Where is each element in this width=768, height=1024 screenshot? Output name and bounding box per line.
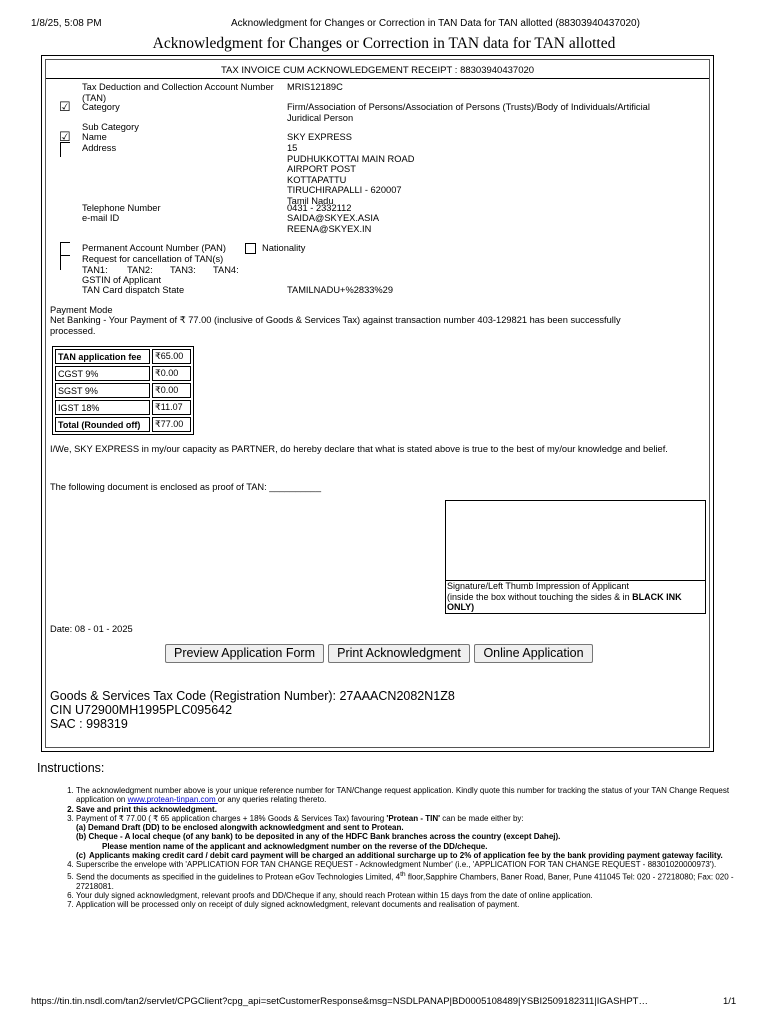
checked-checkbox-icon: ☑	[59, 99, 71, 114]
tan3-label: TAN3:	[170, 265, 196, 275]
tan1-label: TAN1:	[82, 265, 108, 275]
instruction-bold: 'Protean - TIN'	[386, 813, 441, 823]
instruction-text: floor,Sapphire Chambers, Baner Road, Baner, Pune 411045 Tel: 020 - 27218080; Fax: 020 - 27218081.	[76, 872, 734, 891]
online-application-button[interactable]: Online Application	[474, 644, 593, 663]
receipt-header: TAX INVOICE CUM ACKNOWLEDGEMENT RECEIPT : 88303940437020	[46, 63, 709, 79]
fee-label: TAN application fee	[55, 349, 150, 364]
nationality-checkbox-icon	[245, 243, 256, 254]
instruction-item: 6. Your duly signed acknowledgment, relevant proofs and DD/Cheque if any, should reach Protean within 15 days from the date of online application.	[76, 891, 738, 900]
signature-line-2	[447, 592, 705, 603]
sac-code: SAC : 998319	[50, 717, 128, 731]
payment-text-line-2: processed.	[50, 325, 96, 336]
instructions-title: Instructions:	[37, 761, 105, 775]
fee-label: Total (Rounded off)	[55, 417, 150, 432]
signature-line-3: ONLY)	[447, 602, 475, 612]
subcategory-label: Sub Category	[82, 122, 139, 132]
address-line: KOTTAPATTU	[287, 174, 347, 185]
fee-row	[55, 349, 191, 364]
instruction-item	[76, 786, 738, 805]
instruction-text: The acknowledgment number above is your unique reference number for TAN/Change request application. Kindly quote this number for tracking the status of your TAN Change Request application on	[76, 786, 730, 805]
address-value	[287, 143, 414, 206]
fee-row	[55, 400, 191, 415]
instruction-item	[76, 814, 738, 860]
signature-black-ink: BLACK INK	[632, 591, 682, 602]
instruction-item: 4. Superscribe the envelope with 'APPLICATION FOR TAN CHANGE REQUEST - Acknowledgment Number' (i.e., 'APPLICATION FOR TAN CHANGE REQUEST - 88301020000973').	[76, 860, 738, 869]
checkbox-frame-icon	[60, 142, 70, 157]
fee-amount: ₹0.00	[152, 383, 191, 398]
checkbox-frame-icon	[60, 255, 70, 270]
fee-label: CGST 9%	[55, 366, 150, 381]
instruction-sub-c	[76, 851, 738, 860]
address-line: 15	[287, 143, 298, 153]
category-value-line-1: Firm/Association of Persons/Association of Persons (Trusts)/Body of Individuals/Artificial	[287, 102, 650, 112]
email-line: REENA@SKYEX.IN	[287, 223, 372, 234]
tan4-label: TAN4:	[213, 265, 239, 275]
instructions-list	[63, 786, 738, 910]
nationality-label: Nationality	[262, 243, 306, 253]
protean-link[interactable]: www.protean-tinpan.com	[127, 795, 218, 805]
address-line: Tamil Nadu	[287, 195, 334, 206]
print-footer-url: https://tin.tin.nsdl.com/tan2/servlet/CPGClient?cpg_api=setCustomerResponse&msg=NSDLPANAP|BD0005108489|YSBI2509182311|IGASHPT…	[31, 996, 648, 1007]
signature-box	[445, 500, 706, 614]
preview-application-button[interactable]: Preview Application Form	[165, 644, 324, 663]
tan-label	[82, 82, 274, 103]
fee-table	[52, 346, 194, 435]
declaration-text: I/We, SKY EXPRESS in my/our capacity as PARTNER, do hereby declare that what is stated above is true to the best of my/our knowledge and belief.	[50, 444, 668, 454]
print-acknowledgment-button[interactable]: Print Acknowledgment	[328, 644, 470, 663]
dispatch-state-value: TAMILNADU+%2833%29	[287, 285, 394, 295]
checked-checkbox-icon: ☑	[59, 129, 71, 144]
instruction-sup: th	[400, 870, 406, 878]
category-label: Category	[82, 102, 120, 112]
telephone-label: Telephone Number	[82, 203, 161, 213]
tan-value: MRIS12189C	[287, 82, 343, 92]
payment-text	[50, 315, 621, 336]
address-line: TIRUCHIRAPALLI - 620007	[287, 185, 402, 195]
instruction-text: Payment of ₹ 77.00 ( ₹ 65 application charges + 18% Goods & Services Tax) favouring	[76, 813, 387, 823]
category-value-line-2: Juridical Person	[287, 112, 354, 123]
instruction-sub-b: (b) Cheque - A local cheque (of any bank) to be deposited in any of the HDFC Bank branches across the country (except Dahej).	[76, 832, 561, 842]
cin-number: CIN U72900MH1995PLC095642	[50, 703, 233, 717]
gstin-label: GSTIN of Applicant	[82, 275, 162, 285]
fee-row	[55, 417, 191, 432]
instruction-text: or any queries relating thereto.	[217, 795, 327, 805]
gst-code: Goods & Services Tax Code (Registration Number): 27AAACN2082N1Z8	[50, 689, 455, 703]
print-datetime: 1/8/25, 5:08 PM	[31, 18, 102, 29]
address-line: PUDHUKKOTTAI MAIN ROAD	[287, 153, 415, 164]
instruction-item	[76, 870, 738, 891]
email-label: e-mail ID	[82, 213, 120, 223]
signature-line-2-text: (inside the box without touching the sides & in	[447, 591, 633, 602]
instruction-sub-c-label: (c)	[76, 851, 86, 861]
instruction-item: 2. Save and print this acknowledgment.	[76, 805, 738, 814]
fee-amount: ₹77.00	[152, 417, 191, 432]
signature-instructions	[446, 580, 705, 613]
proof-text: The following document is enclosed as proof of TAN: __________	[50, 482, 321, 492]
fee-label: IGST 18%	[55, 400, 150, 415]
tan-label-line-1: Tax Deduction and Collection Account Number	[82, 82, 274, 92]
document-title: Acknowledgment for Changes or Correction in TAN data for TAN allotted	[152, 35, 616, 52]
print-page-title: Acknowledgment for Changes or Correction in TAN Data for TAN allotted (88303940437020)	[231, 18, 640, 29]
fee-amount: ₹65.00	[152, 349, 191, 364]
tan2-label: TAN2:	[127, 265, 153, 275]
date-text: Date: 08 - 01 - 2025	[50, 624, 133, 634]
fee-amount: ₹0.00	[152, 366, 191, 381]
category-value	[287, 102, 650, 123]
tan-label-line-2: (TAN)	[82, 92, 107, 103]
fee-label: SGST 9%	[55, 383, 150, 398]
instruction-item: 7. Application will be processed only on receipt of duly signed acknowledgment, relevant documents and realisation of payment.	[76, 900, 738, 909]
name-label: Name	[82, 132, 107, 142]
instruction-text: can be made either by:	[440, 813, 524, 823]
instruction-sub-a: (a) Demand Draft (DD) to be enclosed alongwith acknowledgment and sent to Protean.	[76, 823, 404, 833]
address-line: AIRPORT POST	[287, 164, 356, 174]
name-value: SKY EXPRESS	[287, 132, 352, 142]
cancel-tan-label: Request for cancellation of TAN(s)	[82, 254, 224, 264]
payment-mode-label: Payment Mode	[50, 305, 113, 315]
email-value	[287, 213, 379, 234]
instruction-text: Send the documents as specified in the guidelines to Protean eGov Technologies Limited, 4	[76, 872, 401, 882]
pan-label: Permanent Account Number (PAN)	[82, 243, 226, 253]
address-label: Address	[82, 143, 117, 153]
dispatch-state-label: TAN Card dispatch State	[82, 285, 185, 295]
instruction-sub-c-text: Applicants making credit card / debit card payment will be charged an additional surcharge up to 2% of application fee by the bank providing payment gateway facility.	[89, 851, 723, 861]
instruction-sub-b2: Please mention name of the applicant and acknowledgment number on the reverse of the DD/cheque.	[102, 841, 488, 851]
fee-amount: ₹11.07	[152, 400, 191, 415]
fee-row	[55, 383, 191, 398]
print-footer-page: 1/1	[723, 996, 737, 1007]
fee-row	[55, 366, 191, 381]
email-line: SAIDA@SKYEX.ASIA	[287, 213, 380, 223]
payment-text-line-1: Net Banking - Your Payment of ₹ 77.00 (inclusive of Goods & Services Tax) against transaction number 403-129821 has been successfully	[50, 315, 621, 325]
signature-line-1: Signature/Left Thumb Impression of Applicant	[447, 581, 629, 591]
telephone-value: 0431 - 2332112	[287, 203, 352, 213]
